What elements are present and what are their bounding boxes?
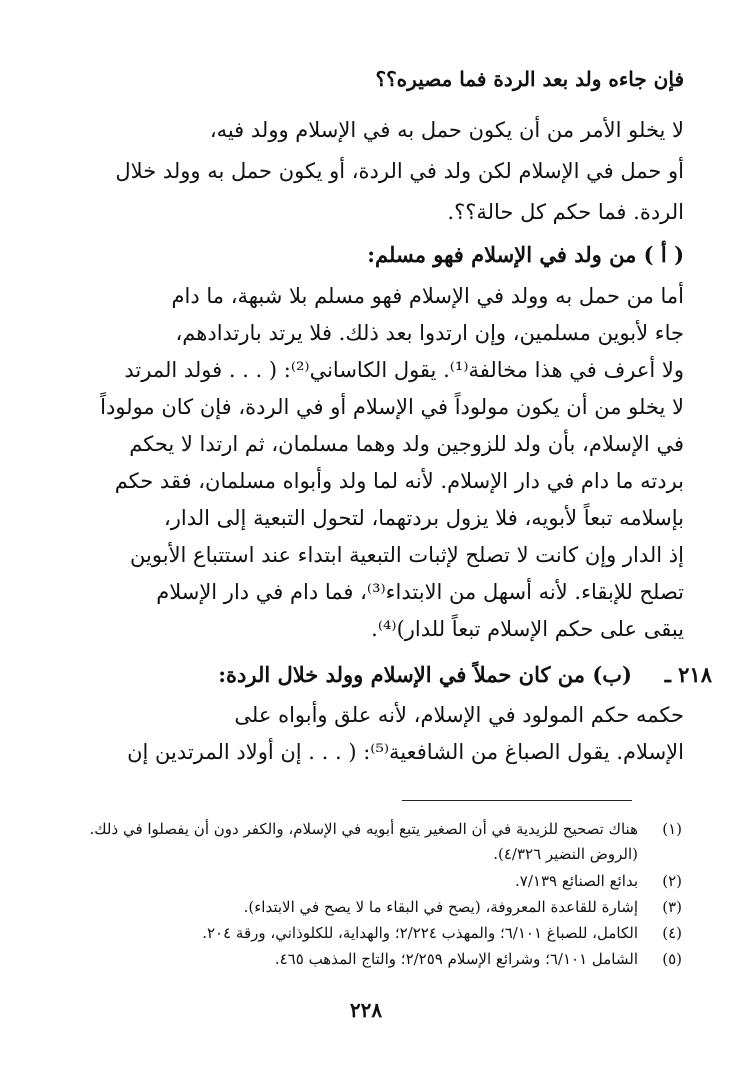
subsection-b-title: (ب) من كان حملاً في الإسلام وولد خلال الردة: <box>218 662 632 687</box>
body-line: تصلح للإبقاء. لأنه أسهل من الابتداء⁽³⁾، فما دام في دار الإسلام <box>156 580 684 604</box>
footnote-3 <box>40 896 682 918</box>
body-line: يبقى على حكم الإسلام تبعاً للدار)⁽⁴⁾. <box>371 617 684 641</box>
body-line: حكمه حكم المولود في الإسلام، لأنه علق وأبواه على <box>234 703 684 727</box>
body-line: بردته ما دام في دار الإسلام. لأنه لما ولد وأبواه مسلمان، فقد حكم <box>114 469 684 493</box>
subsection-a-title: ( أ ) من ولد في الإسلام فهو مسلم: <box>367 242 684 267</box>
footnote-text: إشارة للقاعدة المعروفة، (يصح في البقاء ما لا يصح في الابتداء). <box>243 898 638 916</box>
footnote-5 <box>40 948 682 970</box>
footnote-1-continuation: (الروض النضير ٤/٣٢٦). <box>493 845 638 863</box>
body-line: ولا أعرف في هذا مخالفة⁽¹⁾. يقول الكاساني⁽²⁾: ( . . . فولد المرتد <box>124 358 684 382</box>
body-line: بإسلامه تبعاً لأبويه، فلا يزول بردتهما، لتحول التبعية إلى الدار، <box>163 506 684 530</box>
footnote-number: (٥) <box>662 950 682 968</box>
footnote-number: (٤) <box>662 924 682 942</box>
body-line: أما من حمل به وولد في الإسلام فهو مسلم بلا شبهة، ما دام <box>171 284 684 308</box>
page-number: ٢٢٨ <box>349 998 383 1022</box>
body-line: لا يخلو من أن يكون مولوداً في الإسلام أو في الردة، فإن كان مولوداً <box>100 395 684 419</box>
body-line: الإسلام. يقول الصباغ من الشافعية⁽⁵⁾: ( . . . إن أولاد المرتدين إن <box>127 740 684 764</box>
intro-line-3: الردة. فما حكم كل حالة؟؟. <box>447 200 684 224</box>
footnote-separator <box>402 800 632 801</box>
body-line: في الإسلام، بأن ولد للزوجين ولد وهما مسلمان، ثم ارتدا لا يحكم <box>129 432 684 456</box>
footnote-text: بدائع الصنائع ٧/١٣٩. <box>515 872 638 890</box>
footnote-number: (٢) <box>662 872 682 890</box>
footnote-4 <box>40 922 682 944</box>
footnote-number: (١) <box>662 820 682 838</box>
footnote-text: الشامل ٦/١٠١؛ وشرائع الإسلام ٢/٢٥٩؛ والتاج المذهب ٤٦٥. <box>274 950 638 968</box>
footnote-1 <box>40 818 682 840</box>
footnote-text: الكامل، للصباغ ٦/١٠١؛ والمهذب ٢/٢٢٤؛ والهداية، للكلوذاني، ورقة ٢٠٤. <box>202 924 638 942</box>
footnote-text: هناك تصحيح للزيدية في أن الصغير يتبع أبويه في الإسلام، والكفر دون أن يفصلوا في ذلك. <box>89 820 638 838</box>
intro-line-1: لا يخلو الأمر من أن يكون حمل به في الإسلام وولد فيه، <box>209 118 684 142</box>
body-line: جاء لأبوين مسلمين، وإن ارتدوا بعد ذلك. فلا يرتد بارتدادهم، <box>175 321 684 345</box>
intro-line-2: أو حمل في الإسلام لكن ولد في الردة، أو يكون حمل به وولد خلال <box>115 159 684 183</box>
section-heading: فإن جاءه ولد بعد الردة فما مصيره؟؟ <box>375 67 684 91</box>
body-line: إذ الدار وإن كانت لا تصلح لإثبات التبعية ابتداء عند استتباع الأبوين <box>130 543 684 567</box>
paragraph-number: ٢١٨ ـ <box>664 662 712 687</box>
footnote-2 <box>40 870 682 892</box>
footnote-number: (٣) <box>662 898 682 916</box>
